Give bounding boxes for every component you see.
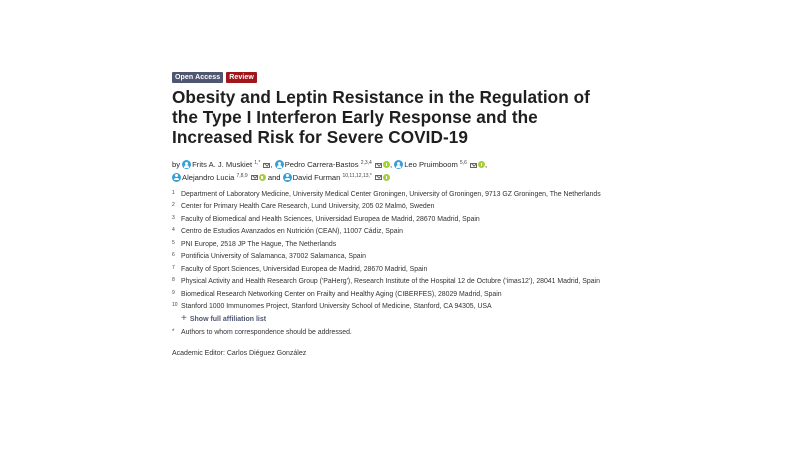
- affiliation-item: [172, 277, 602, 286]
- affiliation-item: [172, 202, 602, 211]
- affiliation-number: 5: [172, 239, 175, 246]
- affiliation-text: Center for Primary Health Care Research, Lund University, 205 02 Malmö, Sweden: [181, 203, 435, 211]
- article-badges: [172, 72, 602, 83]
- affiliation-item: [172, 290, 602, 299]
- comma-separator: ,: [485, 160, 488, 169]
- author-carrera-bastos[interactable]: [275, 160, 394, 169]
- affiliation-item: [172, 227, 602, 236]
- author-profile-icon: [275, 160, 284, 169]
- review-badge[interactable]: Review: [226, 72, 257, 83]
- affiliation-text: Faculty of Biomedical and Health Sciences, Universidad Europea de Madrid, 28670 Madrid, Spain: [181, 215, 480, 223]
- open-access-badge[interactable]: Open Access: [172, 72, 223, 83]
- author-name[interactable]: Frits A. J. Muskiet: [192, 160, 253, 169]
- author-name[interactable]: David Furman: [292, 172, 341, 182]
- plus-icon: +: [181, 313, 187, 325]
- comma-separator: ,: [389, 160, 393, 169]
- email-icon[interactable]: [375, 175, 382, 180]
- orcid-icon[interactable]: [383, 174, 390, 181]
- and-label: and: [267, 172, 281, 182]
- author-name[interactable]: Pedro Carrera-Bastos: [284, 160, 359, 169]
- affiliation-number: 6: [172, 252, 175, 259]
- orcid-icon[interactable]: [259, 174, 266, 181]
- author-muskiet[interactable]: [182, 160, 275, 169]
- show-full-affiliation-label[interactable]: Show full affiliation list: [189, 315, 267, 323]
- affiliation-text: Centro de Estudios Avanzados en Nutrición (CEAN), 11007 Cádiz, Spain: [181, 228, 403, 236]
- author-name[interactable]: Alejandro Lucia: [182, 172, 235, 182]
- affiliation-text: Faculty of Sport Sciences, Universidad Europea de Madrid, 28670 Madrid, Spain: [181, 265, 428, 273]
- author-profile-icon: [283, 173, 292, 182]
- email-icon[interactable]: [251, 175, 258, 180]
- by-label: by: [172, 160, 181, 169]
- show-full-affiliation-button[interactable]: [181, 315, 602, 324]
- academic-editor: Academic Editor: Carlos Diéguez González: [172, 350, 307, 358]
- article-header: [172, 72, 602, 357]
- orcid-icon[interactable]: [383, 160, 393, 169]
- affiliation-number: 8: [172, 277, 175, 284]
- orcid-icon[interactable]: [478, 160, 488, 169]
- affiliation-item: [172, 240, 602, 249]
- author-affiliation-sup: 10,11,12,13,*: [342, 172, 372, 179]
- correspondence-note: [172, 328, 602, 337]
- author-affiliation-sup: 1,*: [254, 160, 261, 166]
- article-title: Obesity and Leptin Resistance in the Regulation of the Type I Interferon Early Response and the Increased Risk for Severe COVID-19: [172, 87, 590, 147]
- author-pruimboom[interactable]: [394, 160, 487, 169]
- affiliation-number: 7: [172, 264, 175, 271]
- author-name[interactable]: Leo Pruimboom: [404, 160, 458, 169]
- affiliation-number: 1: [172, 190, 175, 196]
- affiliation-item: [172, 265, 602, 274]
- affiliation-number: 2: [172, 202, 175, 209]
- email-icon[interactable]: [470, 163, 477, 168]
- author-profile-icon: [182, 160, 191, 169]
- correspondence-text: Authors to whom correspondence should be addressed.: [181, 329, 352, 337]
- affiliation-number: 9: [172, 289, 175, 296]
- affiliation-text: PNI Europe, 2518 JP The Hague, The Netherlands: [181, 240, 337, 248]
- affiliation-number: 4: [172, 227, 175, 234]
- author-affiliation-sup: 2,3,4: [360, 160, 372, 166]
- affiliation-number: 3: [172, 214, 175, 221]
- author-furman[interactable]: [283, 173, 390, 182]
- correspondence-mark: *: [172, 329, 175, 336]
- author-profile-icon: [394, 160, 403, 169]
- affiliation-item: [172, 302, 602, 311]
- affiliation-text: Stanford 1000 Immunomes Project, Stanford University School of Medicine, Stanford, CA 94305, USA: [181, 303, 492, 311]
- comma-separator: ,: [270, 160, 273, 169]
- email-icon[interactable]: [263, 163, 270, 168]
- affiliation-list: [172, 190, 602, 337]
- affiliation-text: Department of Laboratory Medicine, University Medical Center Groningen, University of Groningen, 9713 GZ Groningen, The Netherlands: [181, 191, 601, 198]
- affiliation-item: [172, 215, 602, 224]
- affiliation-number: 10: [172, 302, 178, 309]
- affiliation-text: Biomedical Research Networking Center on Frailty and Healthy Aging (CIBERFES), 28029 Madrid, Spain: [181, 290, 502, 298]
- affiliation-text: Pontificia University of Salamanca, 37002 Salamanca, Spain: [181, 253, 367, 261]
- author-affiliation-sup: 7,8,9: [236, 172, 248, 179]
- author-list: [172, 159, 602, 184]
- email-icon[interactable]: [375, 163, 382, 168]
- author-affiliation-sup: 5,6: [459, 160, 467, 166]
- affiliation-item: [172, 252, 602, 261]
- affiliation-text: Physical Activity and Health Research Group ('PaHerg'), Research Institute of the Hospital 12 de Octubre ('imas12'), 28041 Madrid, Spain: [181, 278, 600, 286]
- author-lucia[interactable]: [172, 173, 268, 182]
- affiliation-item: [172, 190, 602, 199]
- author-profile-icon: [172, 173, 181, 182]
